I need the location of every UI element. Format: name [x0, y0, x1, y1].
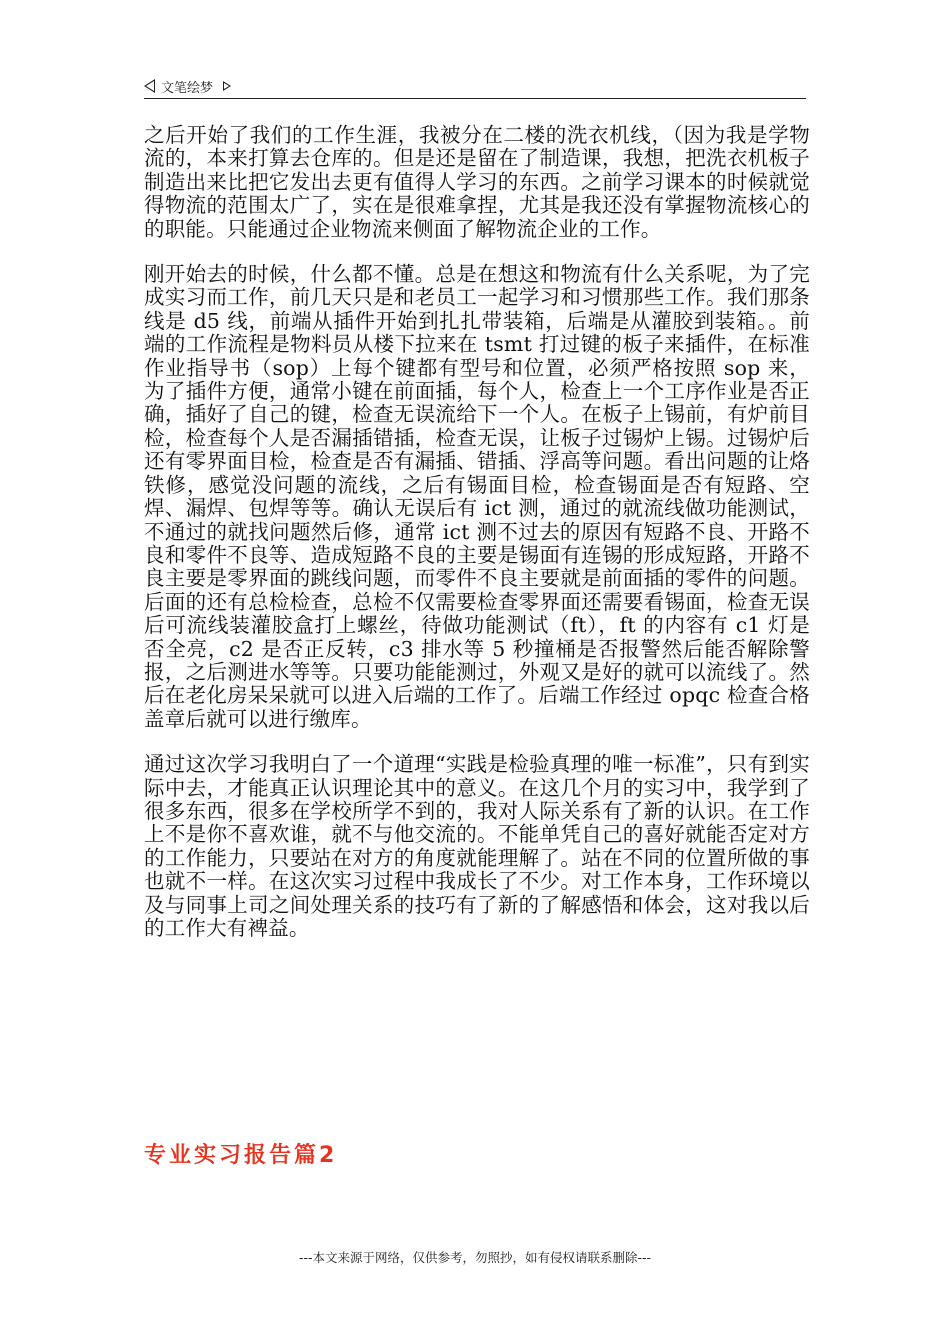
triangle-left-icon [144, 79, 155, 93]
paragraph-1: 之后开始了我们的工作生涯，我被分在二楼的洗衣机线，（因为我是学物流的，本来打算去仓库的。但是还是留在了制造课，我想，把洗衣机板子制造出来比把它发出去更有值得人学习的东西。之前学习课本的时候就觉得物流的范围太广了，实在是很难拿捏，尤其是我还没有掌握物流核心的的职能。只能通过企业物流来侧面了解物流企业的工作。 [144, 123, 810, 241]
page-header [144, 74, 806, 99]
triangle-right-icon [223, 81, 231, 91]
document-body [144, 124, 810, 962]
paragraph-3: 通过这次学习我明白了一个道理“实践是检验真理的唯一标准”，只有到实际中去，才能真正认识理论其中的意义。在这几个月的实习中，我学到了很多东西，很多在学校所学不到的，我对人际关系有了新的认识。在工作上不是你不喜欢谁，就不与他交流的。不能单凭自己的喜好就能否定对方的工作能力，只要站在对方的角度就能理解了。站在不同的位置所做的事也就不一样。在这次实习过程中我成长了不少。对工作本身，工作环境以及与同事上司之间处理关系的技巧有了新的了解感悟和体会，这对我以后的工作大有裨益。 [144, 752, 810, 940]
paragraph-2: 刚开始去的时候，什么都不懂。总是在想这和物流有什么关系呢，为了完成实习而工作，前几天只是和老员工一起学习和习惯那些工作。我们那条线是 d5 线，前端从插件开始到扎扎带装箱，后端是从灌胶到装箱。。前端的工作流程是物料员从楼下拉来在 tsmt 打过键的板子来插件，在标准作业指导书（sop）上每个键都有型号和位置，必须严格按照 sop 来，为了插件方便，通常小键在前面插，每个人，检查上一个工序作业是否正确，插好了自己的键，检查无误流给下一个人。在板子上锡前，有炉前目检，检查每个人是否漏插错插，检查无误，让板子过锡炉上锡。过锡炉后还有零界面目检，检查是否有漏插、错插、浮高等问题。看出问题的让烙铁修，感觉没问题的流线，之后有锡面目检，检查锡面是否有短路、空焊、漏焊、包焊等等。确认无误后有 ict 测，通过的就流线做功能测试，不通过的就找问题然后修，通常 ict 测不过去的原因有短路不良、开路不良和零件不良等、造成短路不良的主要是锡面有连锡的形成短路，开路不良主要是零界面的跳线问题，而零件不良主要就是前面插的零件的问题。后面的还有总检检查，总检不仅需要检查零界面还需要看锡面，检查无误后可流线装灌胶盒打上螺丝，待做功能测试（ft），ft 的内容有 c1 灯是否全亮，c2 是否正反转，c3 排水等 5 秒撞桶是否报警然后能否解除警报，之后测进水等等。只要功能能测过，外观又是好的就可以流线了。然后在老化房呆呆就可以进入后端的工作了。后端工作经过 opqc 检查合格盖章后就可以进行缴库。 [144, 262, 810, 731]
header-brand: 文笔绘梦 [161, 80, 214, 96]
page-footer: ---本文来源于网络，仅供参考，勿照抄，如有侵权请联系删除--- [298, 1250, 652, 1265]
section-heading: 专业实习报告篇2 [144, 1143, 338, 1168]
